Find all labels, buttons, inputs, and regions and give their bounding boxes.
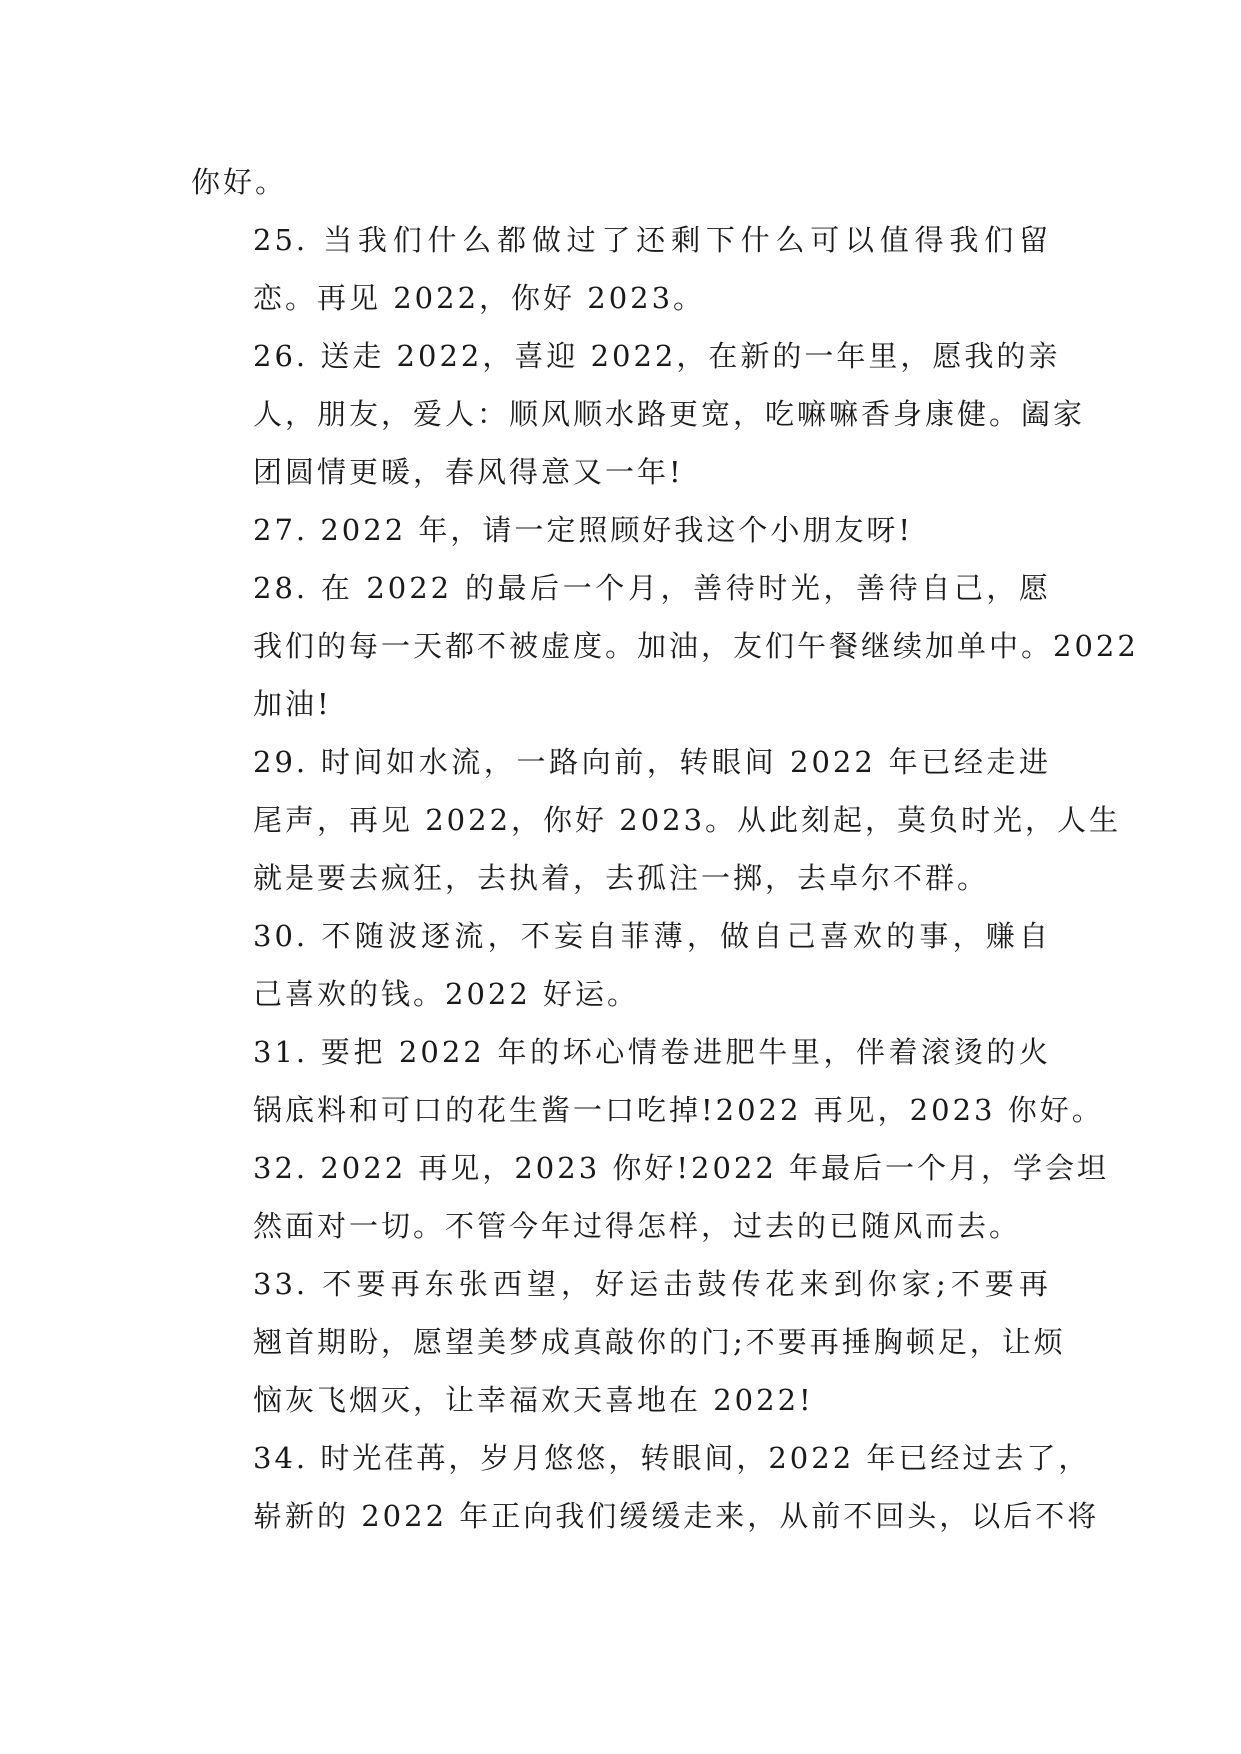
paragraph-p30 bbox=[191, 907, 1051, 1023]
paragraph-p26 bbox=[191, 327, 1086, 501]
text-line: 30. 不随波逐流，不妄自菲薄，做自己喜欢的事，赚自 bbox=[253, 919, 1051, 953]
paragraph-p29 bbox=[191, 733, 1122, 907]
text-line: 你好。 bbox=[191, 165, 288, 199]
text-line: 25. 当我们什么都做过了还剩下什么可以值得我们留 bbox=[253, 223, 1051, 257]
text-line: 我们的每一天都不被虚度。加油，友们午餐继续加单中。2022 bbox=[253, 629, 1139, 663]
paragraph-p34 bbox=[191, 1429, 1100, 1545]
text-line: 崭新的 2022 年正向我们缓缓走来，从前不回头，以后不将 bbox=[253, 1499, 1100, 1533]
text-line: 31. 要把 2022 年的坏心情卷进肥牛里，伴着滚烫的火 bbox=[253, 1035, 1051, 1069]
text-line: 然面对一切。不管今年过得怎样，过去的已随风而去。 bbox=[253, 1209, 1022, 1243]
text-line: 27. 2022 年，请一定照顾好我这个小朋友呀! bbox=[253, 513, 914, 547]
paragraph-p32 bbox=[191, 1139, 1110, 1255]
paragraph-p33 bbox=[191, 1255, 1066, 1429]
paragraph-p25 bbox=[191, 211, 1051, 327]
text-line: 33. 不要再东张西望，好运击鼓传花来到你家;不要再 bbox=[253, 1267, 1051, 1301]
text-line: 人，朋友，爱人：顺风顺水路更宽，吃嘛嘛香身康健。阖家 bbox=[253, 397, 1086, 431]
text-line: 加油! bbox=[253, 687, 332, 721]
text-line: 32. 2022 再见，2023 你好!2022 年最后一个月，学会坦 bbox=[253, 1151, 1110, 1185]
text-line: 34. 时光荏苒，岁月悠悠，转眼间，2022 年已经过去了， bbox=[253, 1441, 1091, 1475]
text-line: 翘首期盼，愿望美梦成真敲你的门;不要再捶胸顿足，让烦 bbox=[253, 1325, 1066, 1359]
paragraph-p27 bbox=[191, 501, 1051, 559]
text-line: 恋。再见 2022，你好 2023。 bbox=[253, 281, 706, 315]
text-line: 锅底料和可口的花生酱一口吃掉!2022 再见，2023 你好。 bbox=[253, 1093, 1104, 1127]
text-line: 26. 送走 2022，喜迎 2022，在新的一年里，愿我的亲 bbox=[253, 339, 1061, 373]
text-line: 28. 在 2022 的最后一个月，善待时光，善待自己，愿 bbox=[253, 571, 1051, 605]
paragraph-p28 bbox=[191, 559, 1139, 733]
text-line: 29. 时间如水流，一路向前，转眼间 2022 年已经走进 bbox=[253, 745, 1051, 779]
document-body bbox=[191, 153, 1139, 1545]
text-line: 恼灰飞烟灭，让幸福欢天喜地在 2022! bbox=[253, 1383, 814, 1417]
text-line: 己喜欢的钱。2022 好运。 bbox=[253, 977, 640, 1011]
text-line: 团圆情更暖，春风得意又一年! bbox=[253, 455, 684, 489]
paragraph-p31 bbox=[191, 1023, 1104, 1139]
text-line: 尾声，再见 2022，你好 2023。从此刻起，莫负时光，人生 bbox=[253, 803, 1122, 837]
paragraph-p24-tail bbox=[191, 153, 1051, 211]
text-line: 就是要去疯狂，去执着，去孤注一掷，去卓尔不群。 bbox=[253, 861, 990, 895]
